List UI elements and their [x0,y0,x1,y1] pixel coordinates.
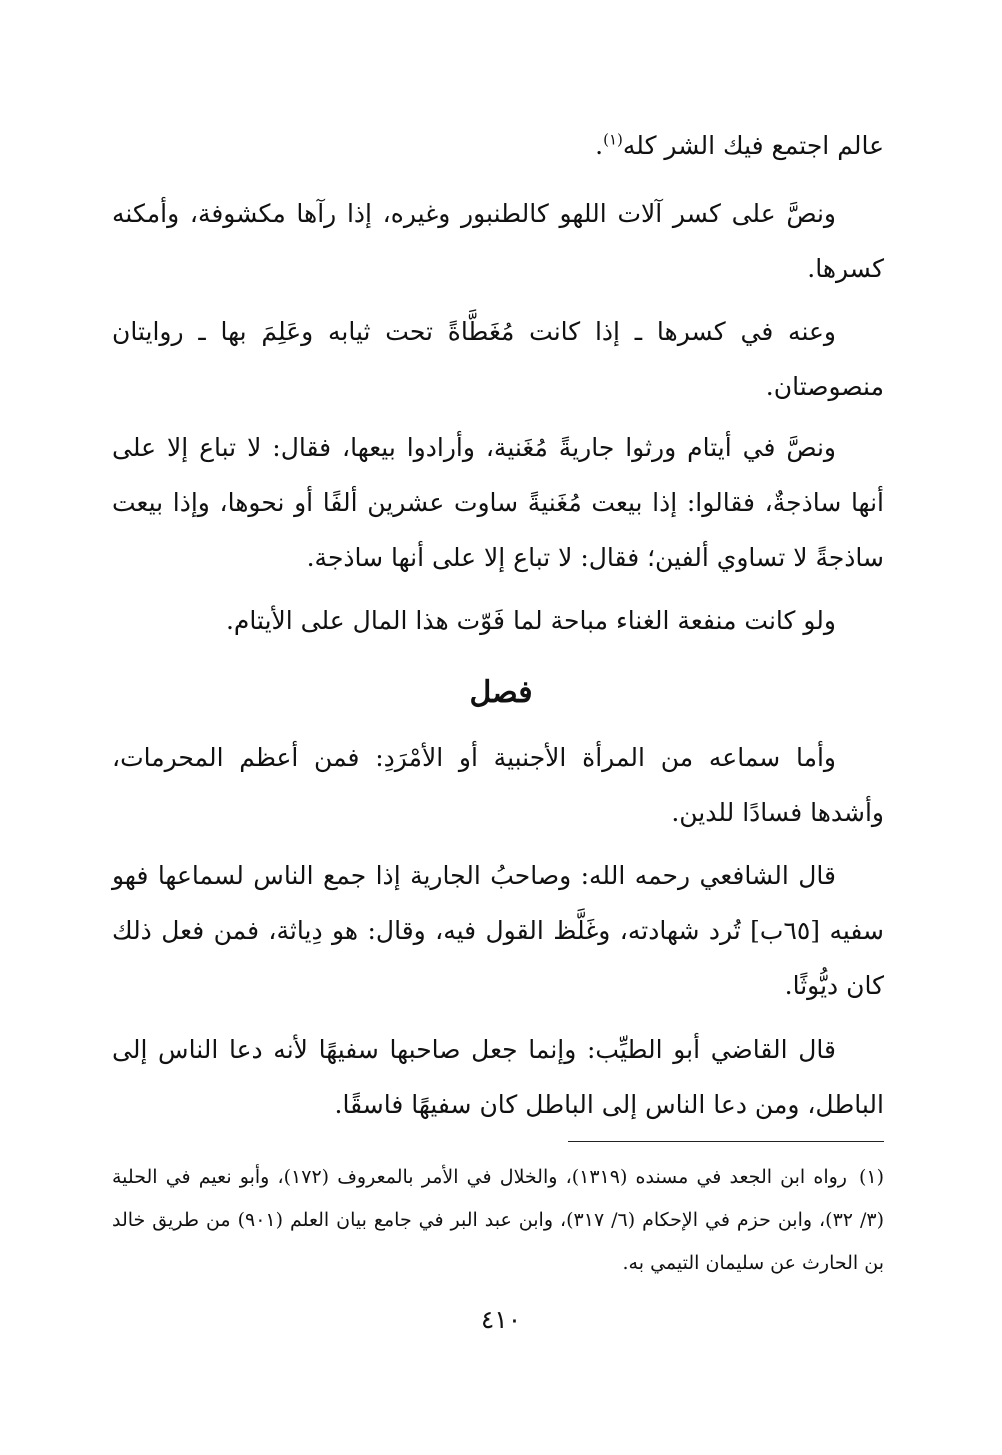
paragraph-2: ونصَّ على كسر آلات اللهو كالطنبور وغيره، إذا رآها مكشوفة، وأمكنه كسرها. [112,199,884,283]
section-heading: فصل [469,675,533,710]
footnote-marker: (١) [858,1166,885,1188]
paragraph-3: وعنه في كسرها ـ إذا كانت مُغَطَّاةً تحت ثيابه وعَلِمَ بها ـ روايتان منصوصتان. [112,317,884,401]
page-number: ٤١٠ [480,1305,522,1334]
paragraph-1-tail: . [595,131,604,160]
paragraph-4: ونصَّ في أيتام ورثوا جاريةً مُغَنية، وأرادوا بيعها، فقال: لا تباع إلا على أنها ساذجةٌ، فقالوا: إذا بيعت مُغَنيةً ساوت عشرين ألفًا أو نحوها، وإذا بيعت ساذجةً لا تساوي ألفين؛ فقال: لا تباع إلا على أنها ساذجة. [112,433,884,572]
section-paragraph-3: قال القاضي أبو الطيِّب: وإنما جعل صاحبها سفيهًا لأنه دعا الناس إلى الباطل، ومن دعا الناس إلى الباطل كان سفيهًا فاسقًا. [112,1035,884,1119]
footnote [112,1156,884,1285]
footnote-divider [568,1141,884,1142]
paragraph-1-text: عالم اجتمع فيك الشر كله [622,131,884,160]
section-paragraph-2: قال الشافعي رحمه الله: وصاحبُ الجارية إذا جمع الناس لسماعها فهو سفيه [٦٥ب] تُرد شهادته، وغَلَّظ القول فيه، وقال: هو دِياثة، فمن فعل ذلك كان ديُّوثًا. [112,861,885,1000]
section-paragraph-1: وأما سماعه من المرأة الأجنبية أو الأمْرَدِ: فمن أعظم المحرمات، وأشدها فسادًا للدين. [112,743,884,827]
paragraph-5: ولو كانت منفعة الغناء مباحة لما فَوّت هذا المال على الأيتام. [225,606,836,635]
footnote-text: رواه ابن الجعد في مسنده (١٣١٩)، والخلال في الأمر بالمعروف (١٧٢)، وأبو نعيم في الحلية (٣/ ٣٢)، وابن حزم في الإحكام (٦/ ٣١٧)، وابن عبد البر في جامع بيان العلم (٩٠١) من طريق خالد بن الحارث عن سليمان التيمي به. [112,1166,884,1274]
paragraph-1 [112,118,884,173]
footnote-reference[interactable]: (١) [603,130,623,149]
